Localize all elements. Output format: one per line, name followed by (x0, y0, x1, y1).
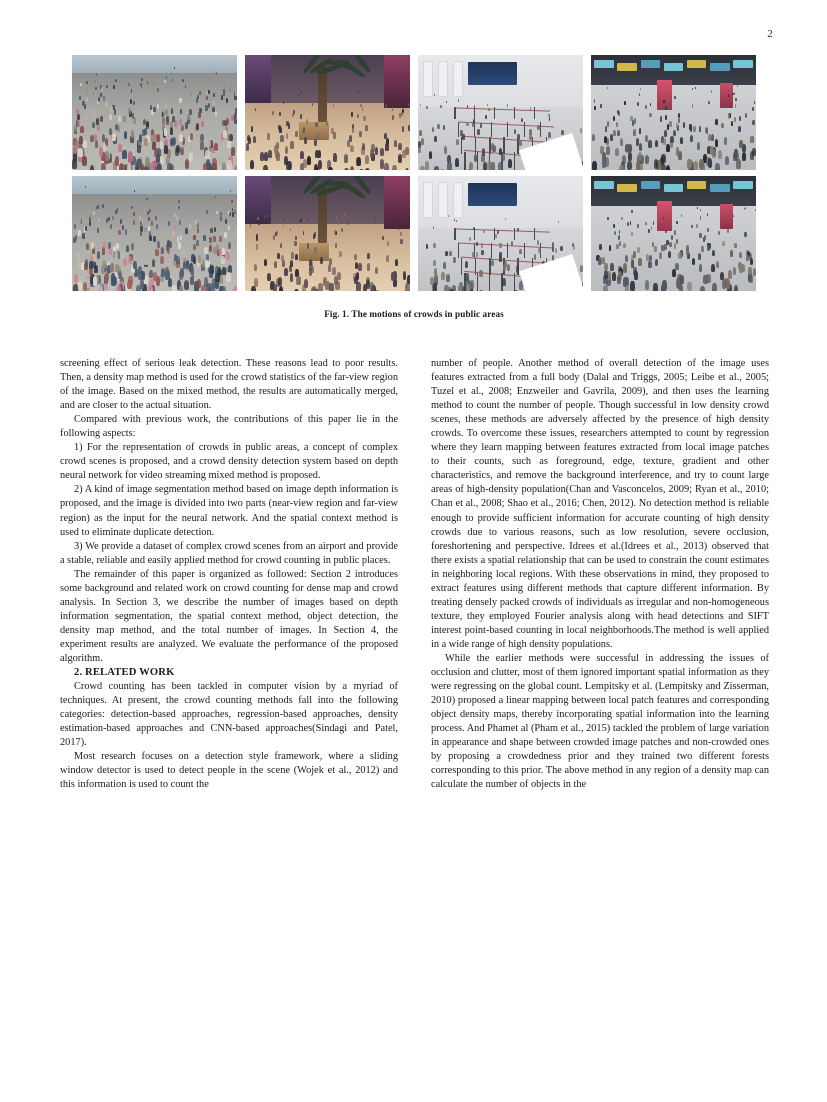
figure-image-terminal-departure-board-1 (591, 55, 756, 170)
paragraph: screening effect of serious leak detection. These reasons lead to poor results. Then, a density map method is used for the crowd statistics of the far-view region of the image. Based on the mixed method, the results are automatically merged, and are closer to the actual situation. (60, 358, 398, 412)
figure-1 (72, 55, 756, 319)
figure-image-shopping-mall-atrium-1 (245, 55, 410, 170)
paragraph: While the earlier methods were successful in addressing the issues of occlusion and clutter, most of them ignored important spatial information as they were regressing on the global count. Lempitsky et al. (Lempitsky and Zisserman, 2010) proposed a linear mapping between local patch features and corresponding object density maps, thereby incorporating spatial information into the learning process. And Phamet al (Pham et al., 2015) tackled the problem of large variation in appearance and shape between crowded image patches and non-crowded ones by proposing a crowdedness prior and they trained two different forests corresponding to this prior. The above method in any region of a density map can calculate the number of objects in the (431, 652, 769, 791)
paragraph: The remainder of this paper is organized as followed: Section 2 introduces some background and related work on crowd counting for dense map and crowd analysis. In Section 3, we describe the number of images based on depth information segmentation, the spatial context method, object detection, the density map method, and the total number of images. In Section 4, the experiment results are analyzed. We evaluate the performance of the proposed algorithm. (60, 568, 398, 664)
paragraph: Compared with previous work, the contributions of this paper lie in the following aspects: (60, 414, 398, 440)
paragraph: 2) A kind of image segmentation method based on image depth information is proposed, and the image is divided into two parts (near-view region and far-view region) as the input for the neural network. And the spatial context method is used to eliminate duplicate detection. (60, 484, 398, 538)
right-column (431, 357, 769, 792)
paragraph: 1) For the representation of crowds in public areas, a concept of complex crowd scenes is proposed, and a crowd density detection system based on depth neural network for video streaming mixed method is proposed. (60, 442, 398, 482)
figure-image-outdoor-plaza-crowd-1 (72, 55, 237, 170)
figure-image-terminal-departure-board-2 (591, 176, 756, 291)
paragraph: number of people. Another method of overall detection of the image uses features extracted from a full body (Dalal and Triggs, 2005; Leibe et al., 2005; Tuzel et al., 2008; Enzweiler and Gavrila, 2009), and then uses the learning method to count the number of people. Though successful in low density crowd scenes, these methods are adversely affected by the presence of high density crowds. To overcome these issues, researchers attempted to count by regression where they learn mapping between features extracted from local image patches to their counts, such as foreground, edge, texture, gradient and other characteristics, and remove the background interference, and try to count large areas of high-density population(Chan and Vasconcelos, 2009; Ryan et al., 2010; Chan et al., 2008; Shao et al., 2016; Chen, 2012). No detection method is reliable enough to provide sufficient information for accurate counting of high density crowds due to various reasons, such as low resolution, severe occlusion, foreshortening and perspective. Idrees et al.(Idrees et al., 2013) observed that there exists a spatial relationship that can be used to constrain the count estimates in neighboring local regions. With these observations in mind, they proposed to extract features using different methods that capture different information. By treating densely packed crowds of individuals as irregular and non-homogeneous texture, they employed Fourier analysis along with head detections and SIFT interest point-based counting in local neighborhoods.The method is well applied in a wide range of high density populations. (431, 358, 769, 650)
paragraph: Crowd counting has been tackled in computer vision by a myriad of techniques. At present, the crowd counting methods fall into the following categories: detection-based approaches, regression-based approaches, density estimation-based approaches and CNN-based approaches(Sindagi and Patel, 2017). (60, 681, 398, 749)
figure-caption: Fig. 1. The motions of crowds in public areas (324, 309, 504, 319)
paragraph: 3) We provide a dataset of complex crowd scenes from an airport and provide a stable, reliable and easily applied method for crowd counting in public places. (60, 540, 398, 566)
figure-image-grid (72, 55, 756, 291)
body-columns (60, 357, 770, 792)
figure-image-shopping-mall-atrium-2 (245, 176, 410, 291)
figure-image-outdoor-plaza-crowd-2 (72, 176, 237, 291)
section-heading-related-work: 2. RELATED WORK (74, 667, 175, 679)
page-number: 2 (767, 28, 773, 40)
paragraph: Most research focuses on a detection style framework, where a sliding window detector is used to detect people in the scene (Wojek et al., 2012) and this information is used to count the (60, 751, 398, 791)
left-column (60, 357, 398, 792)
figure-image-airport-hall-queue-1 (418, 55, 583, 170)
figure-image-airport-hall-queue-2 (418, 176, 583, 291)
